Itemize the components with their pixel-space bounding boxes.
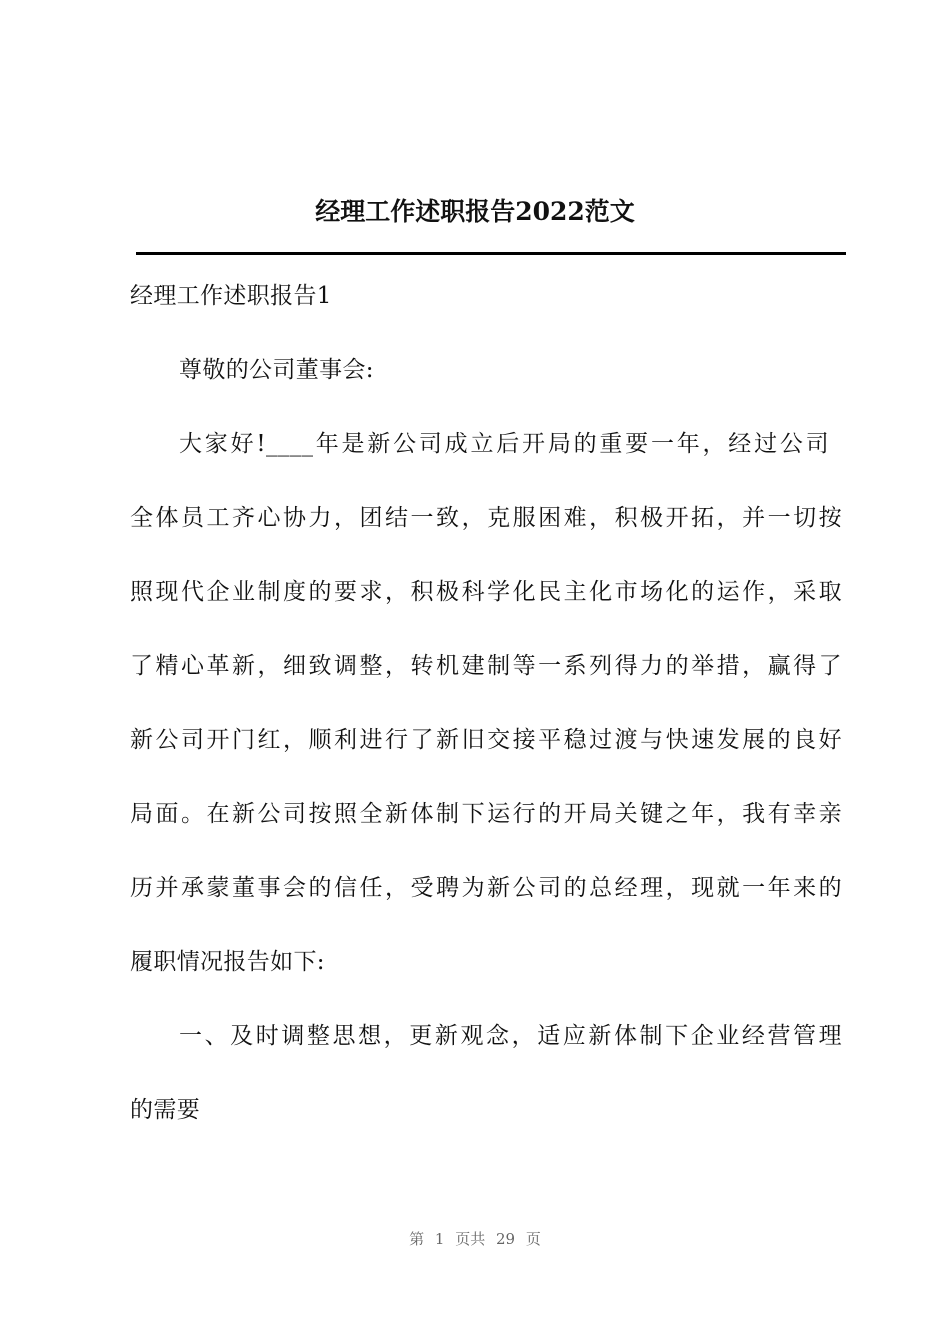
section-heading: 经理工作述职报告1	[130, 283, 332, 309]
body-line: 照现代企业制度的要求，积极科学化民主化市场化的运作，采取	[130, 579, 842, 605]
body-line: 新公司开门红，顺利进行了新旧交接平稳过渡与快速发展的良好	[130, 727, 842, 753]
body-line: 大家好!____年是新公司成立后开局的重要一年，经过公司	[179, 431, 829, 457]
body-line: 一、及时调整思想，更新观念，适应新体制下企业经营管理	[179, 1023, 842, 1049]
body-line: 局面。在新公司按照全新体制下运行的开局关键之年，我有幸亲	[130, 801, 842, 827]
body-line: 了精心革新，细致调整，转机建制等一系列得力的举措，赢得了	[130, 653, 842, 679]
document-title: 经理工作述职报告2022范文	[315, 197, 635, 226]
body-line: 履职情况报告如下:	[130, 949, 325, 975]
body-line: 全体员工齐心协力，团结一致，克服困难，积极开拓，并一切按	[130, 505, 842, 531]
title-underline	[136, 252, 846, 255]
body-line: 的需要	[130, 1097, 201, 1123]
salutation: 尊敬的公司董事会:	[179, 357, 374, 383]
body-line: 历并承蒙董事会的信任，受聘为新公司的总经理，现就一年来的	[130, 875, 842, 901]
page-footer: 第 1 页共 29 页	[409, 1230, 541, 1248]
